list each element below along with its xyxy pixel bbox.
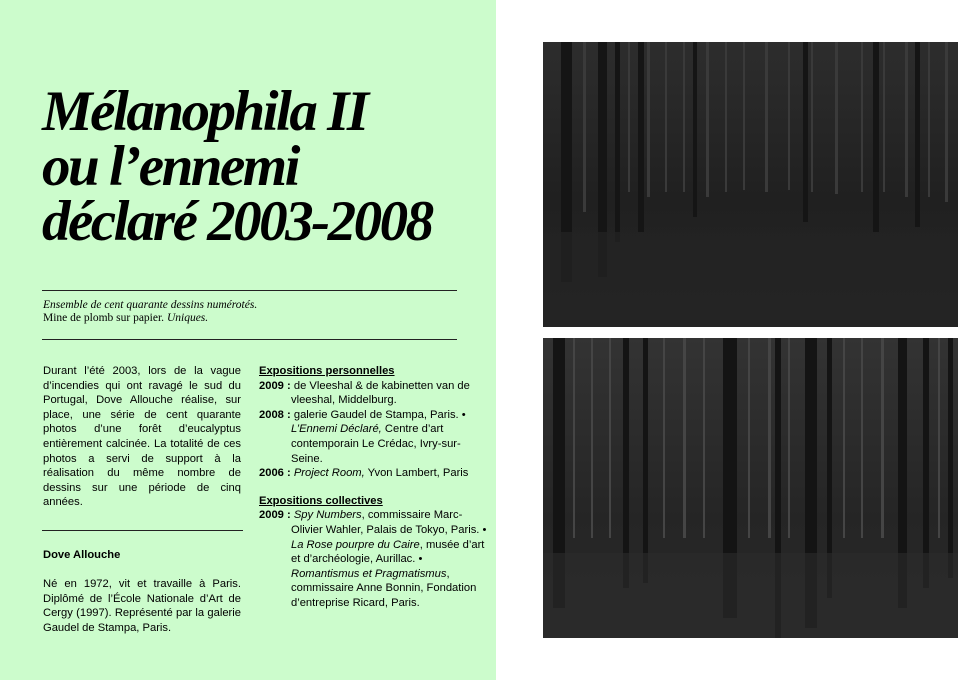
solo-exhibitions-heading: Expositions personnelles	[259, 365, 395, 377]
title-line-1: Mélanophila II	[42, 80, 367, 143]
divider-middle	[42, 339, 457, 340]
title-line-3: déclaré 2003-2008	[42, 190, 432, 253]
forest-photo-top	[543, 42, 958, 327]
subtitle	[43, 299, 463, 325]
forest-photo-bottom	[543, 338, 958, 638]
divider-artist	[42, 530, 243, 531]
solo-entry-2006: 2006 : Project Room, Yvon Lambert, Paris	[259, 467, 469, 480]
subtitle-line-1: Ensemble de cent quarante dessins numérotés.	[43, 299, 258, 311]
group-exhibitions-heading: Expositions collectives	[259, 494, 383, 507]
subtitle-medium: Mine de plomb sur papier.	[43, 312, 165, 324]
group-entry-2009: 2009 : Spy Numbers, commissaire Marc-Olivier Wahler, Palais de Tokyo, Paris. • La Rose pourpre du Caire, musée d’art et d’archéologie, Aurillac. • Romantismus et Pragmatismus, commissaire Anne Bonnin, Fondation d’entreprise Ricard, Paris.	[259, 509, 487, 609]
artist-name: Dove Allouche	[43, 549, 121, 561]
intro-paragraph: Durant l’été 2003, lors de la vague d’incendies qui ont ravagé le sud du Portugal, Dove Allouche réalise, sur place, une série de cent quarante photos d’une forêt d’eucalyptus entièrement calcinée. La totalité de ces photos a servi de support à la réalisation du même nombre de dessins sur une période de cinq années.	[43, 365, 241, 509]
page-title	[42, 80, 482, 253]
exhibitions-column	[259, 364, 489, 611]
solo-entry-2008: 2008 : galerie Gaudel de Stampa, Paris. • L’Ennemi Déclaré, Centre d’art contemporain Le Crédac, Ivry-sur-Seine.	[259, 408, 466, 465]
divider-top	[42, 290, 457, 291]
subtitle-unique: Uniques.	[166, 312, 209, 324]
solo-entry-2009: 2009 : de Vleeshal & de kabinetten van de vleeshal, Middelburg.	[259, 379, 470, 407]
title-line-2: ou l’ennemi	[42, 135, 298, 198]
artist-bio: Né en 1972, vit et travaille à Paris. Diplômé de l’École Nationale d’Art de Cergy (1997). Représenté par la galerie Gaudel de Stampa, Paris.	[43, 578, 241, 634]
